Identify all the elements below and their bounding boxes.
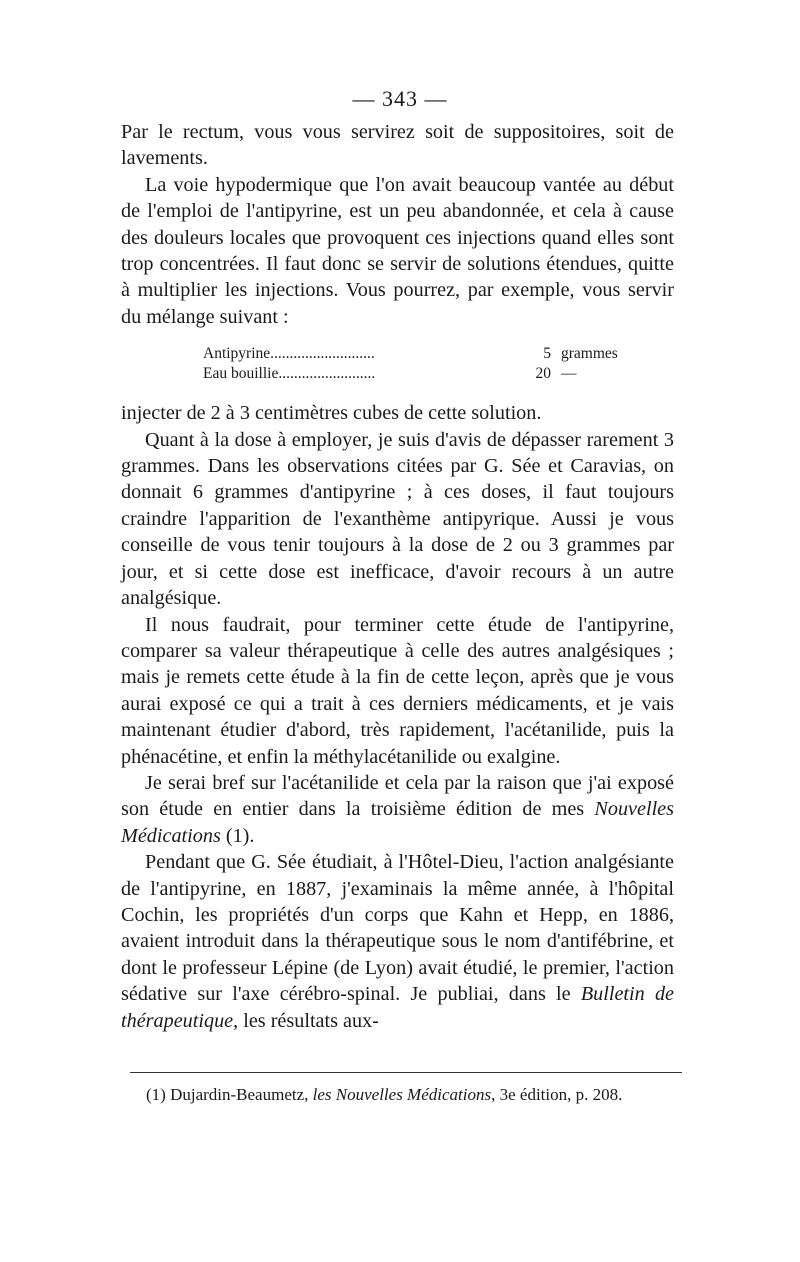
- body-text: [121, 119, 674, 1034]
- paragraph-5: Il nous faudrait, pour terminer cette étude de l'antipyrine, comparer sa valeur thérapeutique à celle des autres analgésiques ; mais je remets cette étude à la fin de cette leçon, après que je vous aurai exposé ce qui a trait à ces derniers médicaments, et je vais maintenant étudier d'abord, très rapidement, l'acétanilide, puis la phénacétine, et enfin la méthylacétanilide ou exalgine.: [121, 613, 674, 768]
- prescription-formula: [203, 344, 674, 384]
- page-number: — 343 —: [352, 86, 448, 111]
- footnote-title: les Nouvelles Médications: [312, 1085, 492, 1104]
- book-title-italic: Nouvelles Médications: [121, 798, 674, 847]
- paragraph-6: Je serai bref sur l'acétanilide et cela par la raison que j'ai exposé son étude en entier dans la troisième édition de mes Nouvelles Médications (1).: [121, 771, 674, 847]
- paragraph-1: Par le rectum, vous vous servirez soit de suppositoires, soit de lavements.: [121, 121, 674, 170]
- formula-row-antipyrine: [203, 344, 674, 364]
- paragraph-7: Pendant que G. Sée étudiait, à l'Hôtel-Dieu, l'action analgésiante de l'antipyrine, en 1887, j'examinais la même année, à l'hôpital Cochin, les propriétés d'un corps que Kahn et Hepp, en 1886, avaient introduit dans la thérapeutique sous le nom d'antifébrine, et dont le professeur Lépine (de Lyon) avait étudié, le premier, l'action sédative sur l'axe cérébro-spinal. Je publiai, dans le Bulletin de thérapeutique, les résultats aux-: [121, 851, 674, 1032]
- footnote: [146, 1084, 686, 1106]
- paragraph-3: injecter de 2 à 3 centimètres cubes de cette solution.: [121, 402, 542, 425]
- footnote-divider: [130, 1072, 682, 1073]
- formula-quantity: 5: [543, 345, 551, 363]
- formula-unit: —: [561, 365, 577, 383]
- paragraph-4: Quant à la dose à employer, je suis d'avis de dépasser rarement 3 grammes. Dans les observations citées par G. Sée et Caravias, on donnait 6 grammes d'antipyrine ; à ces doses, il faut toujours craindre l'apparition de l'exanthème antipyrique. Aussi je vous conseille de vous tenir toujours à la dose de 2 ou 3 grammes par jour, et si cette dose est inefficace, d'avoir recours à un autre analgésique.: [121, 428, 674, 610]
- footnote-rest: , 3e édition, p. 208.: [491, 1085, 623, 1104]
- paragraph-2: La voie hypodermique que l'on avait beaucoup vantée au début de l'emploi de l'antipyrine, est un peu abandonnée, et cela à cause des douleurs locales que provoquent ces injections quand elles sont trop concentrées. Il faut donc se servir de solutions étendues, quitte à multiplier les injections. Vous pourrez, par exemple, vous servir du mélange suivant :: [121, 173, 674, 328]
- footnote-author: Dujardin-Beaumetz,: [170, 1085, 309, 1104]
- formula-row-eau: [203, 364, 674, 384]
- formula-unit: grammes: [561, 345, 618, 363]
- formula-ingredient: Eau bouillie.........................: [203, 365, 376, 383]
- footnote-marker: (1): [146, 1085, 166, 1104]
- journal-title-italic: Bulletin de thérapeutique: [121, 983, 674, 1032]
- formula-ingredient: Antipyrine...........................: [203, 345, 375, 363]
- formula-quantity: 20: [535, 365, 551, 383]
